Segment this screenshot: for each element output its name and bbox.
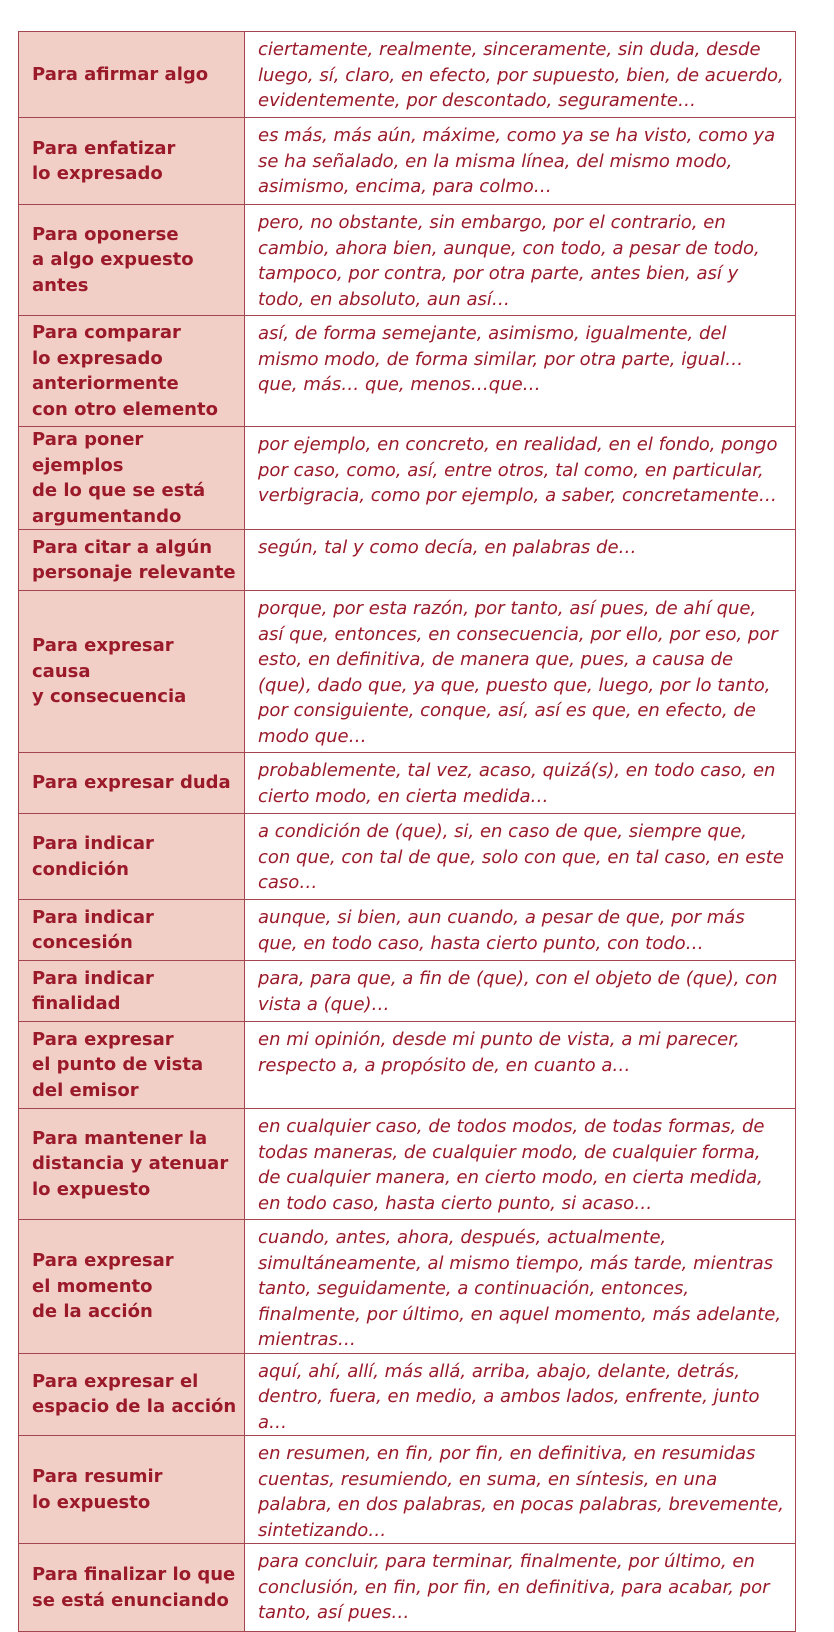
table-row — [19, 1109, 796, 1220]
row-examples: cuando, antes, ahora, después, actualmente, simultáneamente, al mismo tiempo, más tarde, mientras tanto, seguidamente, a continuación, entonces, finalmente, por último, en aquel momento, más adelante, mientras… — [245, 1220, 796, 1354]
row-purpose: Para afirmar algo — [19, 32, 245, 118]
row-purpose: Para expresar duda — [19, 753, 245, 814]
row-purpose: Para poner ejemplos de lo que se está argumentando — [19, 427, 245, 530]
row-purpose: Para expresar el momento de la acción — [19, 1220, 245, 1354]
table-row — [19, 427, 796, 530]
row-purpose: Para mantener la distancia y atenuar lo expuesto — [19, 1109, 245, 1220]
table-row — [19, 316, 796, 427]
table-row — [19, 961, 796, 1022]
row-purpose: Para indicar finalidad — [19, 961, 245, 1022]
row-examples: ciertamente, realmente, sinceramente, sin duda, desde luego, sí, claro, en efecto, por supuesto, bien, de acuerdo, evidentemente, por descontado, seguramente… — [245, 32, 796, 118]
table-row — [19, 591, 796, 753]
row-examples: en mi opinión, desde mi punto de vista, a mi parecer, respecto a, a propósito de, en cuanto a… — [245, 1022, 796, 1109]
row-purpose: Para indicar concesión — [19, 900, 245, 961]
row-examples: para, para que, a fin de (que), con el objeto de (que), con vista a (que)… — [245, 961, 796, 1022]
row-purpose: Para expresar el punto de vista del emisor — [19, 1022, 245, 1109]
row-purpose: Para indicar condición — [19, 814, 245, 900]
table-row — [19, 753, 796, 814]
row-examples: según, tal y como decía, en palabras de… — [245, 530, 796, 591]
row-purpose: Para enfatizar lo expresado — [19, 118, 245, 205]
row-examples: aquí, ahí, allí, más allá, arriba, abajo, delante, detrás, dentro, fuera, en medio, a ambos lados, enfrente, junto a… — [245, 1353, 796, 1436]
row-purpose: Para expresar el espacio de la acción — [19, 1353, 245, 1436]
row-examples: en resumen, en fin, por fin, en definitiva, en resumidas cuentas, resumiendo, en suma, en síntesis, en una palabra, en dos palabras, en pocas palabras, brevemente, sintetizando… — [245, 1436, 796, 1544]
table-row — [19, 32, 796, 118]
row-purpose: Para expresar causa y consecuencia — [19, 591, 245, 753]
table-row — [19, 814, 796, 900]
row-examples: así, de forma semejante, asimismo, igualmente, del mismo modo, de forma similar, por otra parte, igual… que, más… que, menos…que… — [245, 316, 796, 427]
row-purpose: Para oponerse a algo expuesto antes — [19, 205, 245, 316]
row-examples: por ejemplo, en concreto, en realidad, en el fondo, pongo por caso, como, así, entre otros, tal como, en particular, verbigracia, como por ejemplo, a saber, concretamente… — [245, 427, 796, 530]
table-row — [19, 1353, 796, 1436]
row-purpose: Para resumir lo expuesto — [19, 1436, 245, 1544]
table-row — [19, 1022, 796, 1109]
row-examples: probablemente, tal vez, acaso, quizá(s), en todo caso, en cierto modo, en cierta medida… — [245, 753, 796, 814]
row-purpose: Para comparar lo expresado anteriormente con otro elemento — [19, 316, 245, 427]
row-examples: pero, no obstante, sin embargo, por el contrario, en cambio, ahora bien, aunque, con todo, a pesar de todo, tampoco, por contra, por otra parte, antes bien, así y todo, en absoluto, aun así… — [245, 205, 796, 316]
table-row — [19, 1436, 796, 1544]
table-row — [19, 1220, 796, 1354]
row-examples: a condición de (que), si, en caso de que, siempre que, con que, con tal de que, solo con que, en tal caso, en este caso… — [245, 814, 796, 900]
row-examples: aunque, si bien, aun cuando, a pesar de que, por más que, en todo caso, hasta cierto punto, con todo… — [245, 900, 796, 961]
row-examples: para concluir, para terminar, finalmente, por último, en conclusión, en fin, por fin, en definitiva, para acabar, por tanto, así pues… — [245, 1544, 796, 1632]
row-purpose: Para citar a algún personaje relevante — [19, 530, 245, 591]
connectors-table — [18, 31, 796, 1632]
table-row — [19, 530, 796, 591]
row-purpose: Para finalizar lo que se está enunciando — [19, 1544, 245, 1632]
table-row — [19, 118, 796, 205]
table-row — [19, 1544, 796, 1632]
row-examples: en cualquier caso, de todos modos, de todas formas, de todas maneras, de cualquier modo, de cualquier forma, de cualquier manera, en cierto modo, en cierta medida, en todo caso, hasta cierto punto, si acaso… — [245, 1109, 796, 1220]
table-row — [19, 900, 796, 961]
row-examples: es más, más aún, máxime, como ya se ha visto, como ya se ha señalado, en la misma línea, del mismo modo, asimismo, encima, para colmo… — [245, 118, 796, 205]
table-row — [19, 205, 796, 316]
row-examples: porque, por esta razón, por tanto, así pues, de ahí que, así que, entonces, en consecuencia, por ello, por eso, por esto, en definitiva, de manera que, pues, a causa de (que), dado que, ya que, puesto que, luego, por lo tanto, por consiguiente, conque, así, así es que, en efecto, de modo que… — [245, 591, 796, 753]
